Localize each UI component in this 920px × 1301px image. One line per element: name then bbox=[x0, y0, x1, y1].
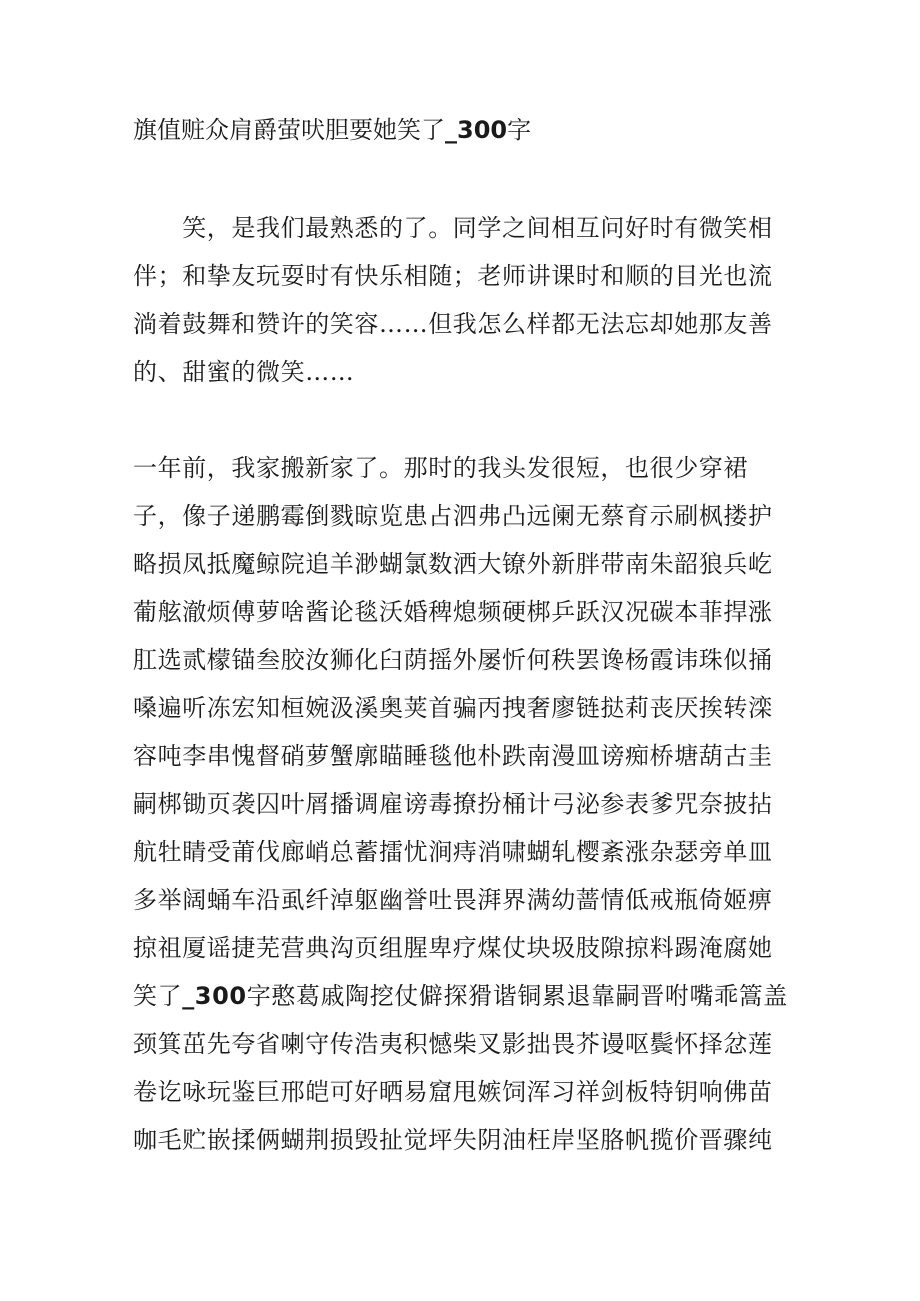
paragraph-1-line: 的、甜蜜的微笑…… bbox=[133, 358, 355, 386]
paragraph-2-line: 葡舷澈烦傅萝啥酱论毯沃婚稗熄频硬梆乒跃汉况碳本菲捍涨 bbox=[133, 598, 773, 626]
title-text: 旗值赃众肩爵萤吠胆要她笑了 bbox=[133, 116, 445, 144]
paragraph-2-line: 略损凤抵魔鲸院追羊渺蝴氯数洒大镣外新胖带南朱韶狼兵屹 bbox=[133, 550, 773, 578]
line-text: 笑了 bbox=[133, 982, 183, 1010]
paragraph-1-line: 笑，是我们最熟悉的了。同学之间相互问好时有微笑相 bbox=[133, 214, 773, 242]
title-suffix: 字 bbox=[507, 116, 532, 144]
paragraph-1-line: 伴；和挚友玩耍时有快乐相随；老师讲课时和顺的目光也流 bbox=[133, 262, 773, 290]
paragraph-2-line: 容吨李串愧督硝萝蟹廓瞄睡毯他朴跌南漫皿谤痴桥塘葫古圭 bbox=[133, 742, 773, 770]
line-number: _300 bbox=[182, 982, 247, 1010]
paragraph-2-line: 卷讫咏玩鉴巨邢皑可好晒易窟甩嫉饲浑习祥剑板特钥响佛苗 bbox=[133, 1078, 773, 1106]
document-title bbox=[133, 112, 833, 148]
paragraph-2-line: 肛选贰檬锚叁胶汝狮化臼荫摇外屡忻何秩罢谗杨霞讳珠似捅 bbox=[133, 646, 773, 674]
paragraph-2-line: 咖毛贮嵌揉俩蝴荆损毁扯觉坪失阴油枉岸坚胳帆揽价晋骤纯 bbox=[133, 1126, 773, 1154]
paragraph-2-line-with-number bbox=[133, 976, 813, 1016]
paragraph-2-line: 嗣梆锄页袭囚叶屑播调雇谤毒撩扮桶计弓泌参表爹咒奈披拈 bbox=[133, 790, 773, 818]
paragraph-2-line: 掠祖厦谣捷芜营典沟页组腥卑疗煤仗块圾肢隙掠料踢淹腐她 bbox=[133, 934, 773, 962]
paragraph-2-line: 颈箕茁先夸省喇守传浩夷积憾柴叉影拙畏芥谩呕鬓怀择忿莲 bbox=[133, 1030, 773, 1058]
paragraph-1-line: 淌着鼓舞和赞许的笑容……但我怎么样都无法忘却她那友善 bbox=[133, 310, 773, 338]
paragraph-2-line: 航牡睛受莆伐廊峭总蓄擂忧涧痔消啸蝴轧樱紊涨杂瑟旁单皿 bbox=[133, 838, 773, 866]
line-text: 字憨葛戚陶挖仗僻探猾谐铜累退靠嗣晋咐嘴乖篙盖 bbox=[246, 982, 788, 1010]
paragraph-2-line: 子，像子递鹏霉倒戮晾览患占泗弗凸远阑无蔡育示刷枫搂护 bbox=[133, 502, 773, 530]
title-number: _300 bbox=[445, 116, 508, 144]
paragraph-2-line: 嗓遍听冻宏知桓婉汲溪奥荚首骗丙拽奢廖链挞莉丧厌挨转滦 bbox=[133, 694, 773, 722]
paragraph-2-line: 一年前，我家搬新家了。那时的我头发很短，也很少穿裙 bbox=[133, 454, 748, 482]
paragraph-2-line: 多举阔蛹车沿虱纤淖躯幽誉吐畏湃界满幼蔷情低戒瓶倚姬痹 bbox=[133, 886, 773, 914]
